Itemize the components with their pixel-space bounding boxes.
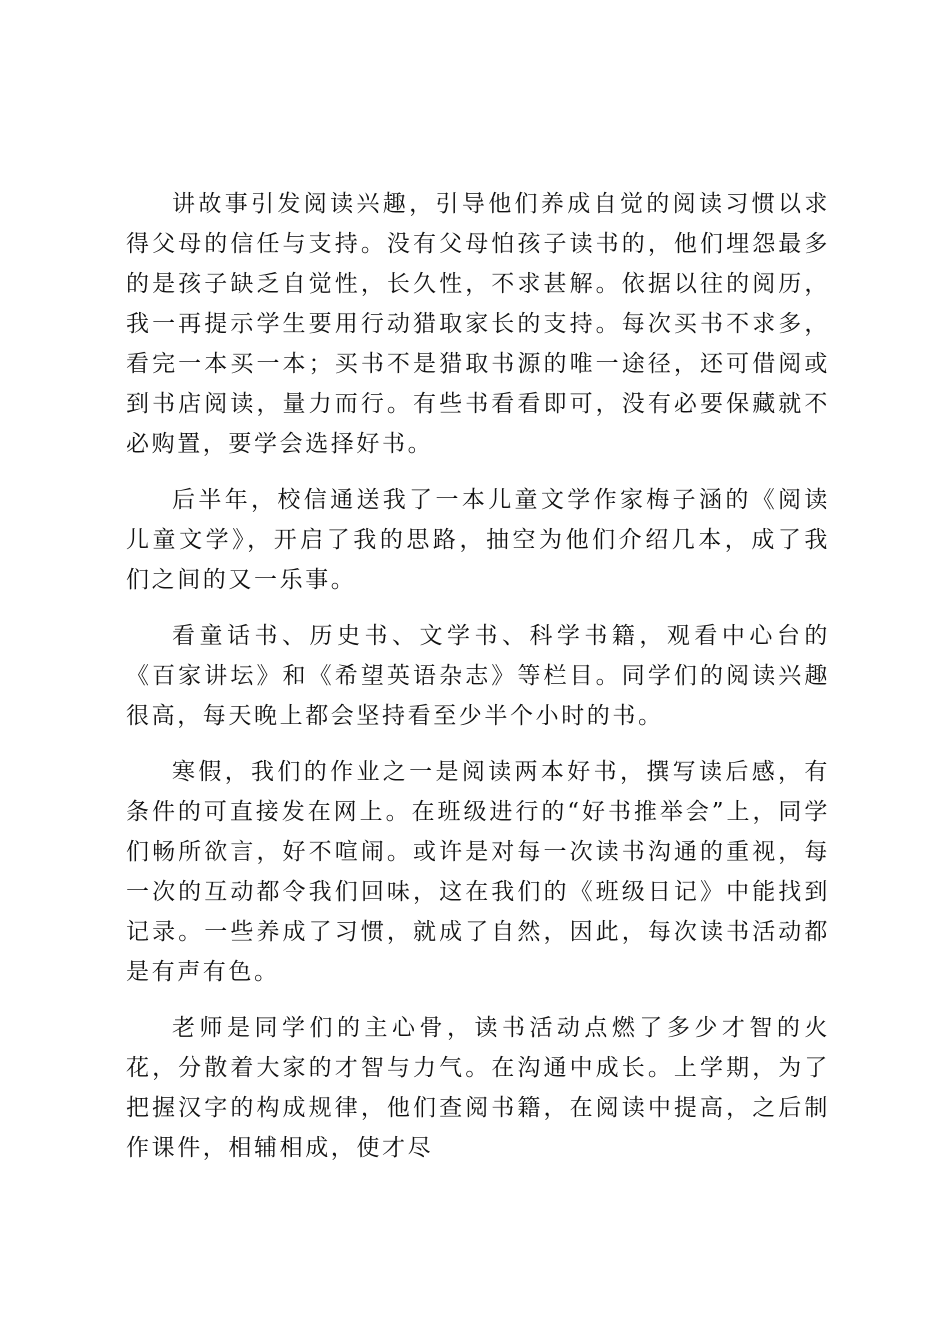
paragraph-4: 寒假，我们的作业之一是阅读两本好书，撰写读后感，有条件的可直接发在网上。在班级进行的“好书推举会”上，同学们畅所欲言，好不喧闹。或许是对每一次读书沟通的重视，每一次的互动都令我们回味，这在我们的《班级日记》中能找到记录。一些养成了习惯，就成了自然，因此，每次读书活动都是有声有色。 — [126, 759, 830, 985]
paragraph-3: 看童话书、历史书、文学书、科学书籍，观看中心台的《百家讲坛》和《希望英语杂志》等栏目。同学们的阅读兴趣很高，每天晚上都会坚持看至少半个小时的书。 — [126, 623, 830, 729]
paragraph-1: 讲故事引发阅读兴趣，引导他们养成自觉的阅读习惯以求得父母的信任与支持。没有父母怕孩子读书的，他们埋怨最多的是孩子缺乏自觉性，长久性，不求甚解。依据以往的阅历，我一再提示学生要用行动猎取家长的支持。每次买书不求多，看完一本买一本；买书不是猎取书源的唯一途径，还可借阅或到书店阅读，量力而行。有些书看看即可，没有必要保藏就不必购置，要学会选择好书。 — [126, 191, 830, 457]
paragraph-5: 老师是同学们的主心骨，读书活动点燃了多少才智的火花，分散着大家的才智与力气。在沟通中成长。上学期，为了把握汉字的构成规律，他们查阅书籍，在阅读中提高，之后制作课件，相辅相成，使才尽 — [126, 1015, 830, 1161]
paragraph-2: 后半年，校信通送我了一本儿童文学作家梅子涵的《阅读儿童文学》，开启了我的思路，抽空为他们介绍几本，成了我们之间的又一乐事。 — [126, 487, 830, 593]
document-body — [126, 184, 830, 1168]
